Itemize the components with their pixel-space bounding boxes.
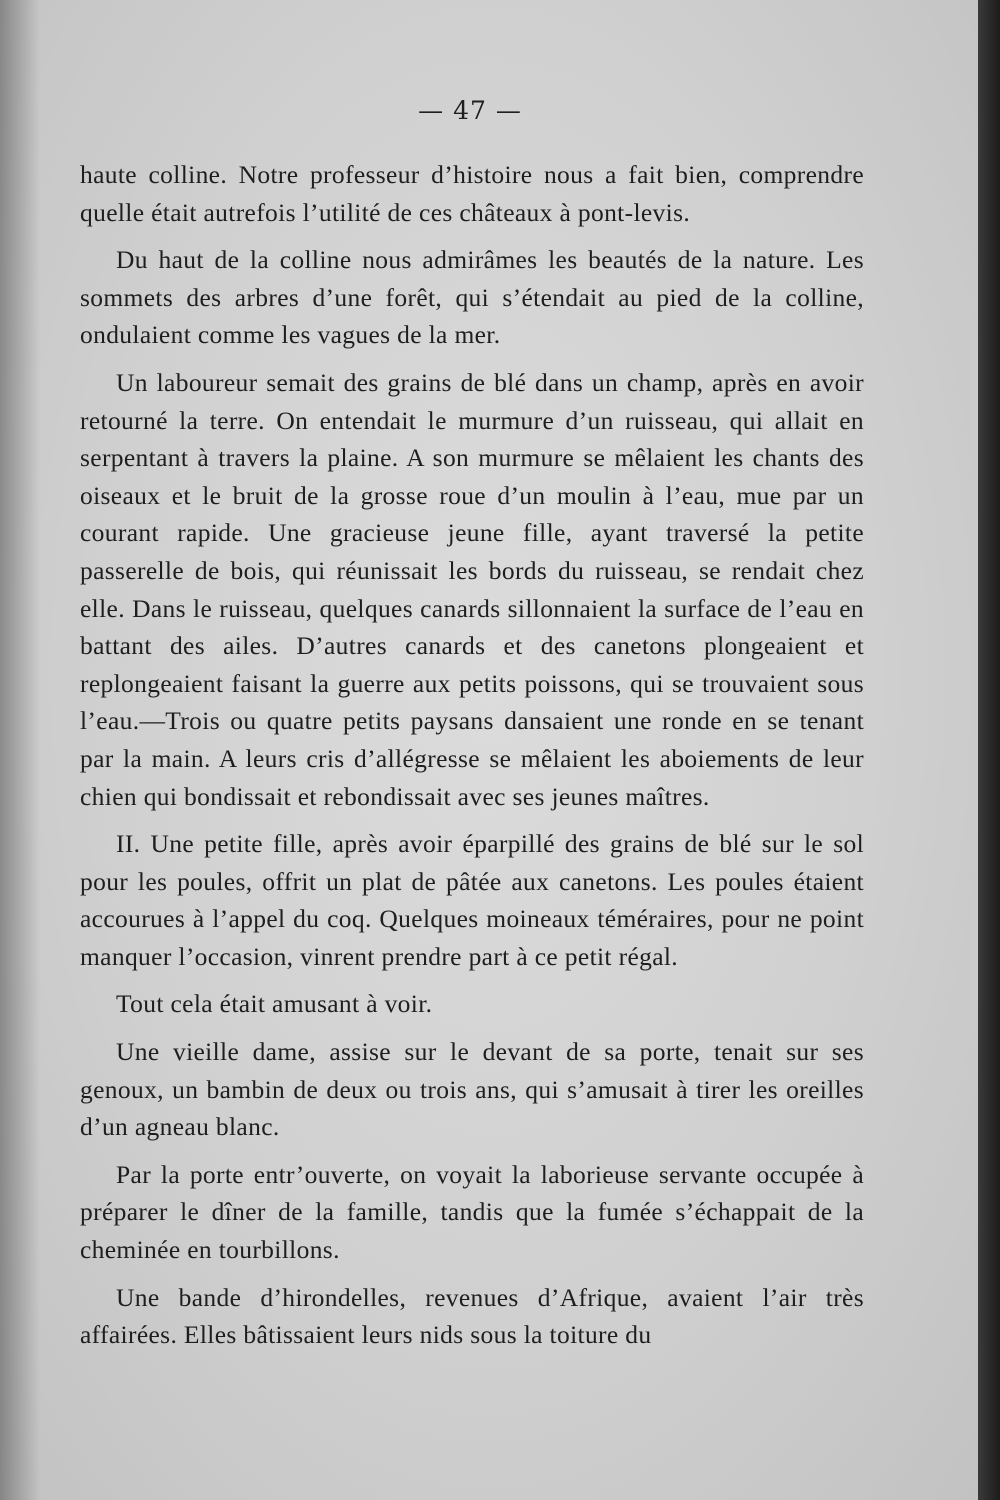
body-text — [80, 156, 864, 1354]
paragraph: Un laboureur semait des grains de blé dans un champ, après en avoir retourné la terre. On entendait le murmure d’un ruisseau, qui allait en serpentant à travers la plaine. A son murmure se mêlaient les chants des oiseaux et le bruit de la grosse roue d’un moulin à l’eau, mue par un courant rapide. Une gracieuse jeune fille, ayant traversé la petite passerelle de bois, qui réunissait les bords du ruisseau, se rendait chez elle. Dans le ruisseau, quelques canards sillonnaient la surface de l’eau en battant des ailes. D’autres canards et des canetons plongeaient et replongeaient faisant la guerre aux petits poissons, qui se trouvaient sous l’eau.—Trois ou quatre petits paysans dansaient une ronde en se tenant par la main. A leurs cris d’allégresse se mêlaient les aboiements de leur chien qui bondissait et rebondissait avec ses jeunes maîtres. — [80, 367, 864, 811]
paragraph: haute colline. Notre professeur d’histoire nous a fait bien, comprendre quelle était autrefois l’utilité de ces châteaux à pont-levis. — [80, 160, 864, 227]
page-number: — 47 — — [418, 96, 522, 125]
paragraph: Tout cela était amusant à voir. — [116, 989, 433, 1019]
paragraph: II. Une petite fille, après avoir éparpillé des grains de blé sur le sol pour les poules, offrit un plat de pâtée aux canetons. Les poules étaient accourues à l’appel du coq. Quelques moineaux téméraires, pour ne point manquer l’occasion, vinrent prendre part à ce petit régal. — [80, 829, 864, 971]
page-edge — [978, 0, 1000, 1500]
paragraph: Du haut de la colline nous admirâmes les beautés de la nature. Les sommets des arbres d’une forêt, qui s’étendait au pied de la colline, ondulaient comme les vagues de la mer. — [80, 245, 864, 350]
paragraph: Une vieille dame, assise sur le devant de sa porte, tenait sur ses genoux, un bambin de deux ou trois ans, qui s’amusait à tirer les oreilles d’un agneau blanc. — [80, 1037, 864, 1142]
paragraph: Une bande d’hirondelles, revenues d’Afrique, avaient l’air très affairées. Elles bâtissaient leurs nids sous la toiture du — [80, 1282, 864, 1350]
paragraph: Par la porte entr’ouverte, on voyait la laborieuse servante occupée à préparer le dîner de la famille, tandis que la fumée s’échappait de la cheminée en tourbillons. — [80, 1159, 864, 1265]
